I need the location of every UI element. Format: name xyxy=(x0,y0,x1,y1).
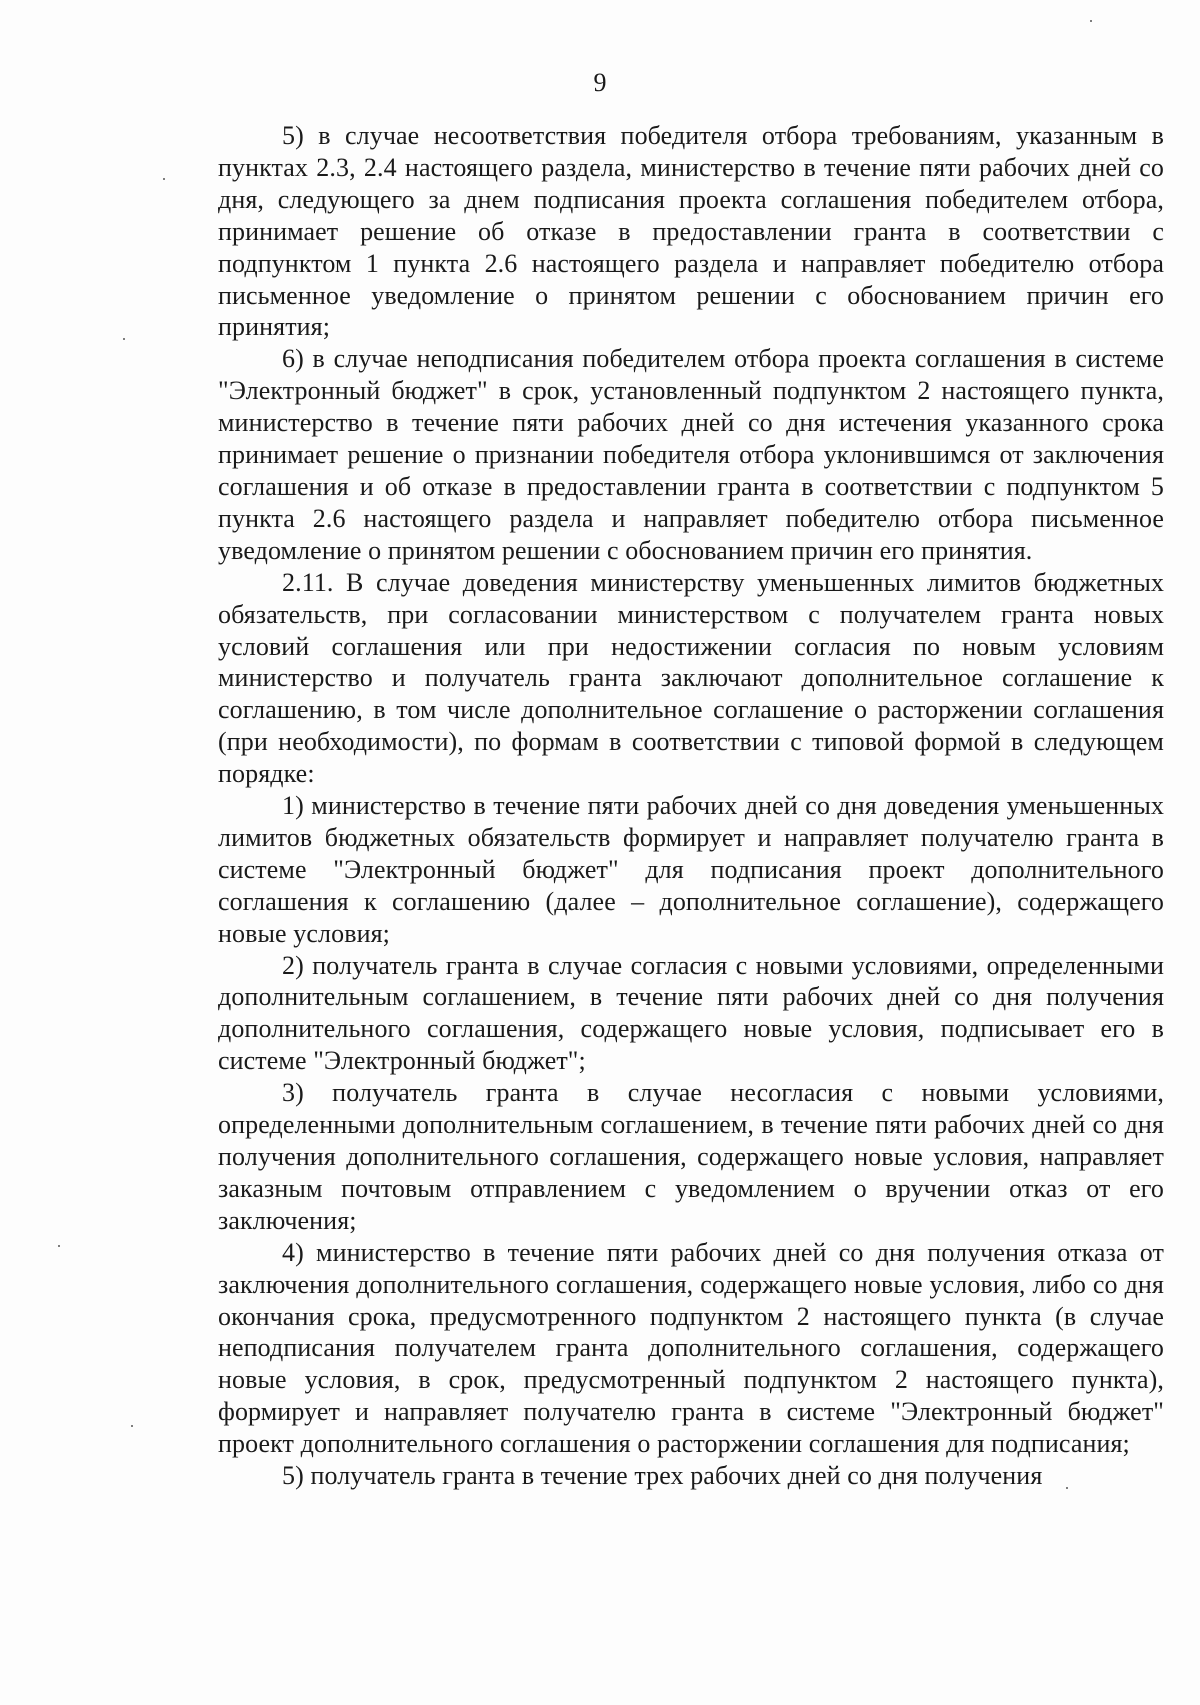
scan-speck xyxy=(163,178,165,180)
body-text xyxy=(218,120,1164,1492)
paragraph-subitem-3: 3) получатель гранта в случае несогласия с новыми условиями, определенными дополнительным соглашением, в течение пяти рабочих дней со дня получения дополнительного соглашения, содержащего новые условия, направляет заказным почтовым отправлением с уведомлением о вручении отказ от его заключения; xyxy=(218,1078,1164,1235)
scan-speck xyxy=(131,1425,133,1427)
paragraph-subitem-4: 4) министерство в течение пяти рабочих дней со дня получения отказа от заключения дополнительного соглашения, содержащего новые условия, либо со дня окончания срока, предусмотренного подпунктом 2 настоящего пункта (в случае неподписания получателем гранта дополнительного соглашения, содержащего новые условия, в срок, предусмотренный подпунктом 2 настоящего пункта), формирует и направляет получателю гранта в системе "Электронный бюджет" проект дополнительного соглашения о расторжении соглашения для подписания; xyxy=(218,1237,1164,1459)
scan-speck xyxy=(1066,1487,1068,1489)
scan-speck xyxy=(58,1245,60,1247)
paragraph-section-2-11: 2.11. В случае доведения министерству уменьшенных лимитов бюджетных обязательств, при согласовании министерством с получателем гранта новых условий соглашения или при недостижении согласия по новым условиям министерство и получатель гранта заключают дополнительное соглашение к соглашению, в том числе дополнительное соглашение о расторжении соглашения (при необходимости), по формам в соответствии с типовой формой в следующем порядке: xyxy=(218,567,1164,789)
paragraph-item-6: 6) в случае неподписания победителем отбора проекта соглашения в системе "Электронный бюджет" в срок, установленный подпунктом 2 настоящего пункта, министерство в течение пяти рабочих дней со дня истечения указанного срока принимает решение о признании победителя отбора уклонившимся от заключения соглашения и об отказе в предоставлении гранта в соответствии с подпунктом 5 пункта 2.6 настоящего раздела и направляет победителю отбора письменное уведомление о принятом решении с обоснованием причин его принятия. xyxy=(218,344,1164,565)
scan-speck xyxy=(123,338,125,340)
paragraph-item-5: 5) в случае несоответствия победителя отбора требованиям, указанным в пунктах 2.3, 2.4 настоящего раздела, министерство в течение пяти рабочих дней со дня, следующего за днем подписания проекта соглашения победителем отбора, принимает решение об отказе в предоставлении гранта в соответствии с подпунктом 1 пункта 2.6 настоящего раздела и направляет победителю отбора письменное уведомление о принятом решении с обоснованием причин его принятия; xyxy=(218,121,1164,342)
scan-speck xyxy=(1090,20,1092,22)
paragraph-subitem-1: 1) министерство в течение пяти рабочих дней со дня доведения уменьшенных лимитов бюджетных обязательств формирует и направляет получателю гранта в системе "Электронный бюджет" для подписания проект дополнительного соглашения к соглашению (далее – дополнительное соглашение), содержащего новые условия; xyxy=(218,791,1164,948)
paragraph-subitem-2: 2) получатель гранта в случае согласия с новыми условиями, определенными дополнительным соглашением, в течение пяти рабочих дней со дня получения дополнительного соглашения, содержащего новые условия, подписывает его в системе "Электронный бюджет"; xyxy=(218,950,1164,1076)
paragraph-subitem-5: 5) получатель гранта в течение трех рабочих дней со дня получения xyxy=(282,1461,1043,1491)
page-number: 9 xyxy=(593,68,607,97)
